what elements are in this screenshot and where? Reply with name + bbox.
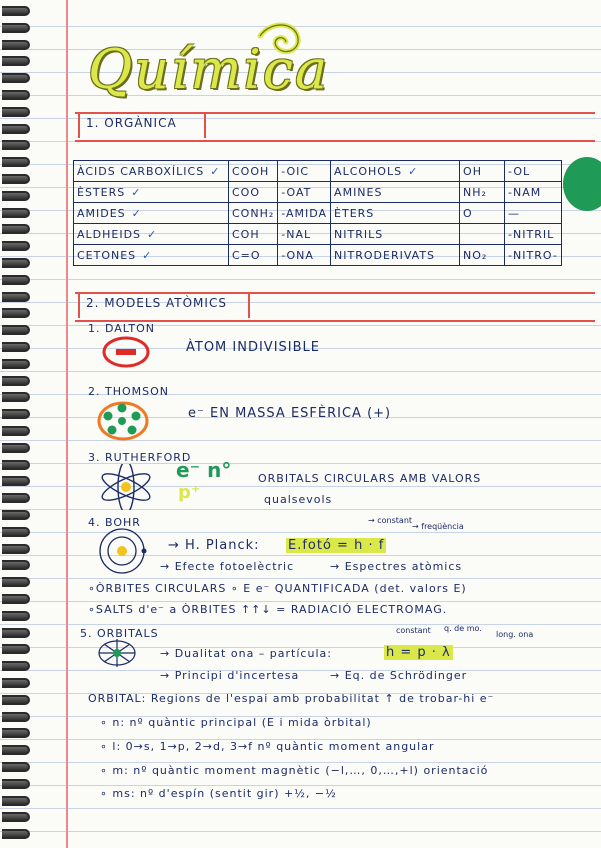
green-sticker [563, 157, 601, 211]
spiral-ring [2, 90, 30, 100]
spiral-ring [2, 426, 30, 436]
spiral-ring [2, 728, 30, 738]
spiral-ring [2, 258, 30, 268]
table-cell: -OL [505, 161, 562, 182]
spiral-ring [2, 829, 30, 839]
bohr-atom-icon [96, 526, 152, 576]
table-cell: ÈTERS [331, 203, 460, 224]
spiral-ring [2, 73, 30, 83]
spiral-ring [2, 376, 30, 386]
orbital-definition: ORBITAL: Regions de l'espai amb probabilitat ↑ de trobar-hi e⁻ [88, 692, 495, 705]
table-cell: ÈSTERS ✓ [74, 182, 229, 203]
table-cell: C=O [229, 245, 278, 266]
table-cell: AMINES [331, 182, 460, 203]
spiral-ring [2, 611, 30, 621]
spiral-ring [2, 275, 30, 285]
note-long-ona: long. ona [496, 630, 534, 639]
table-cell: COO [229, 182, 278, 203]
spiral-ring [2, 409, 30, 419]
table-cell: ALDHEIDS ✓ [74, 224, 229, 245]
table-cell: -AMIDA [278, 203, 331, 224]
spiral-ring [2, 460, 30, 470]
planck-prefix: → H. Planck: [168, 538, 260, 553]
table-cell: OH [460, 161, 505, 182]
thomson-heading: 2. THOMSON [88, 385, 170, 398]
table-cell: CETONES ✓ [74, 245, 229, 266]
spiral-ring [2, 661, 30, 671]
margin-line [66, 0, 68, 848]
table-cell: -NAL [278, 224, 331, 245]
orbital-cloud-icon [94, 636, 140, 670]
orbitals-line-1a: → Principi d'incertesa [160, 669, 300, 682]
dalton-atom-icon [100, 334, 152, 370]
spiral-ring [2, 191, 30, 201]
table-cell: -ONA [278, 245, 331, 266]
spiral-ring [2, 594, 30, 604]
spiral-ring [2, 292, 30, 302]
thomson-text: e⁻ EN MASSA ESFÈRICA (+) [188, 406, 392, 421]
table-cell: -OIC [278, 161, 331, 182]
rutherford-text-1: ORBITALS CIRCULARS AMB VALORS [258, 472, 482, 485]
table-cell: — [505, 203, 562, 224]
rutherford-atom-icon [96, 464, 156, 510]
spiral-binding [0, 0, 34, 848]
spiral-ring [2, 745, 30, 755]
table-cell: NO₂ [460, 245, 505, 266]
table-cell: -NAM [505, 182, 562, 203]
spiral-ring [2, 476, 30, 486]
table-cell: -OAT [278, 182, 331, 203]
spiral-ring [2, 527, 30, 537]
table-cell: CONH₂ [229, 203, 278, 224]
note-constant: → constant [368, 516, 413, 525]
section-title-organica: 1. ORGÀNICA [78, 112, 206, 138]
section-title-models: 2. MODELS ATÒMICS [78, 292, 250, 318]
spiral-ring [2, 695, 30, 705]
bohr-line-1b: → Espectres atòmics [330, 560, 463, 573]
spiral-ring [2, 644, 30, 654]
note-qmov: q. de mo. [444, 624, 482, 633]
table-cell: NITRILS [331, 224, 460, 245]
functional-groups-table [73, 160, 562, 266]
quantum-n: ∘ n: nº quàntic principal (E i mida òrbital) [100, 716, 372, 729]
spiral-ring [2, 174, 30, 184]
spiral-ring [2, 359, 30, 369]
spiral-ring [2, 157, 30, 167]
spiral-ring [2, 678, 30, 688]
dalton-text: ÀTOM INDIVISIBLE [186, 340, 320, 355]
spiral-ring [2, 628, 30, 638]
table-cell: COOH [229, 161, 278, 182]
thomson-atom-icon [94, 398, 152, 444]
table-cell: NH₂ [460, 182, 505, 203]
spiral-ring [2, 208, 30, 218]
rutherford-proton: p⁺ [178, 482, 201, 503]
orbitals-heading: 5. ORBITALS [80, 627, 159, 640]
bohr-line-1a: → Efecte fotoelèctric [160, 560, 295, 573]
table-row [74, 182, 562, 203]
rutherford-particles: e⁻ n° [176, 458, 232, 482]
spiral-ring [2, 796, 30, 806]
quantum-l: ∘ l: 0→s, 1→p, 2→d, 3→f nº quàntic moment angular [100, 740, 435, 753]
spiral-ring [2, 510, 30, 520]
table-row [74, 161, 562, 182]
rutherford-heading: 3. RUTHERFORD [88, 451, 192, 464]
table-row [74, 224, 562, 245]
spiral-ring [2, 762, 30, 772]
dualitat-text: → Dualitat ona – partícula: [160, 647, 332, 660]
spiral-ring [2, 560, 30, 570]
spiral-ring [2, 712, 30, 722]
spiral-ring [2, 6, 30, 16]
spiral-ring [2, 577, 30, 587]
quantum-ms: ∘ ms: nº d'espín (sentit gir) +½, −½ [100, 787, 337, 800]
orbitals-line-1b: → Eq. de Schrödinger [330, 669, 468, 682]
note-frequency: → freqüència [412, 522, 464, 531]
spiral-ring [2, 325, 30, 335]
table-row [74, 245, 562, 266]
spiral-ring [2, 56, 30, 66]
planck-formula: E.fotó = h · f [288, 538, 385, 553]
spiral-ring [2, 308, 30, 318]
table-row [74, 203, 562, 224]
dalton-heading: 1. DALTON [88, 322, 156, 335]
spiral-ring [2, 779, 30, 789]
spiral-ring [2, 40, 30, 50]
table-cell: -NITRO- [505, 245, 562, 266]
table-cell: O [460, 203, 505, 224]
quantum-m: ∘ m: nº quàntic moment magnètic (−l,…, 0,…,+l) orientació [100, 764, 489, 777]
spiral-ring [2, 140, 30, 150]
spiral-ring [2, 812, 30, 822]
bohr-line-2: ∘ÒRBITES CIRCULARS ∘ E e⁻ QUANTIFICADA (det. valors E) [88, 582, 467, 595]
table-cell: ÀCIDS CARBOXÍLICS ✓ [74, 161, 229, 182]
table-cell: NITRODERIVATS [331, 245, 460, 266]
note-dual-constant: constant [396, 626, 431, 635]
spiral-ring [2, 493, 30, 503]
spiral-ring [2, 342, 30, 352]
spiral-ring [2, 107, 30, 117]
table-cell [460, 224, 505, 245]
spiral-ring [2, 224, 30, 234]
table-cell: COH [229, 224, 278, 245]
table-cell: AMIDES ✓ [74, 203, 229, 224]
page-title: Química [88, 38, 330, 101]
table-cell: ALCOHOLS ✓ [331, 161, 460, 182]
bohr-line-3: ∘SALTS d'e⁻ a ÒRBITES ↑↑↓ = RADIACIÓ ELECTROMAG. [88, 603, 448, 616]
spiral-ring [2, 23, 30, 33]
spiral-ring [2, 443, 30, 453]
spiral-ring [2, 124, 30, 134]
rutherford-text-2: qualsevols [264, 493, 333, 506]
spiral-ring [2, 241, 30, 251]
spiral-ring [2, 544, 30, 554]
spiral-ring [2, 392, 30, 402]
dualitat-formula: h = p · λ [386, 645, 451, 660]
table-cell: -NITRIL [505, 224, 562, 245]
bohr-heading: 4. BOHR [88, 516, 141, 529]
